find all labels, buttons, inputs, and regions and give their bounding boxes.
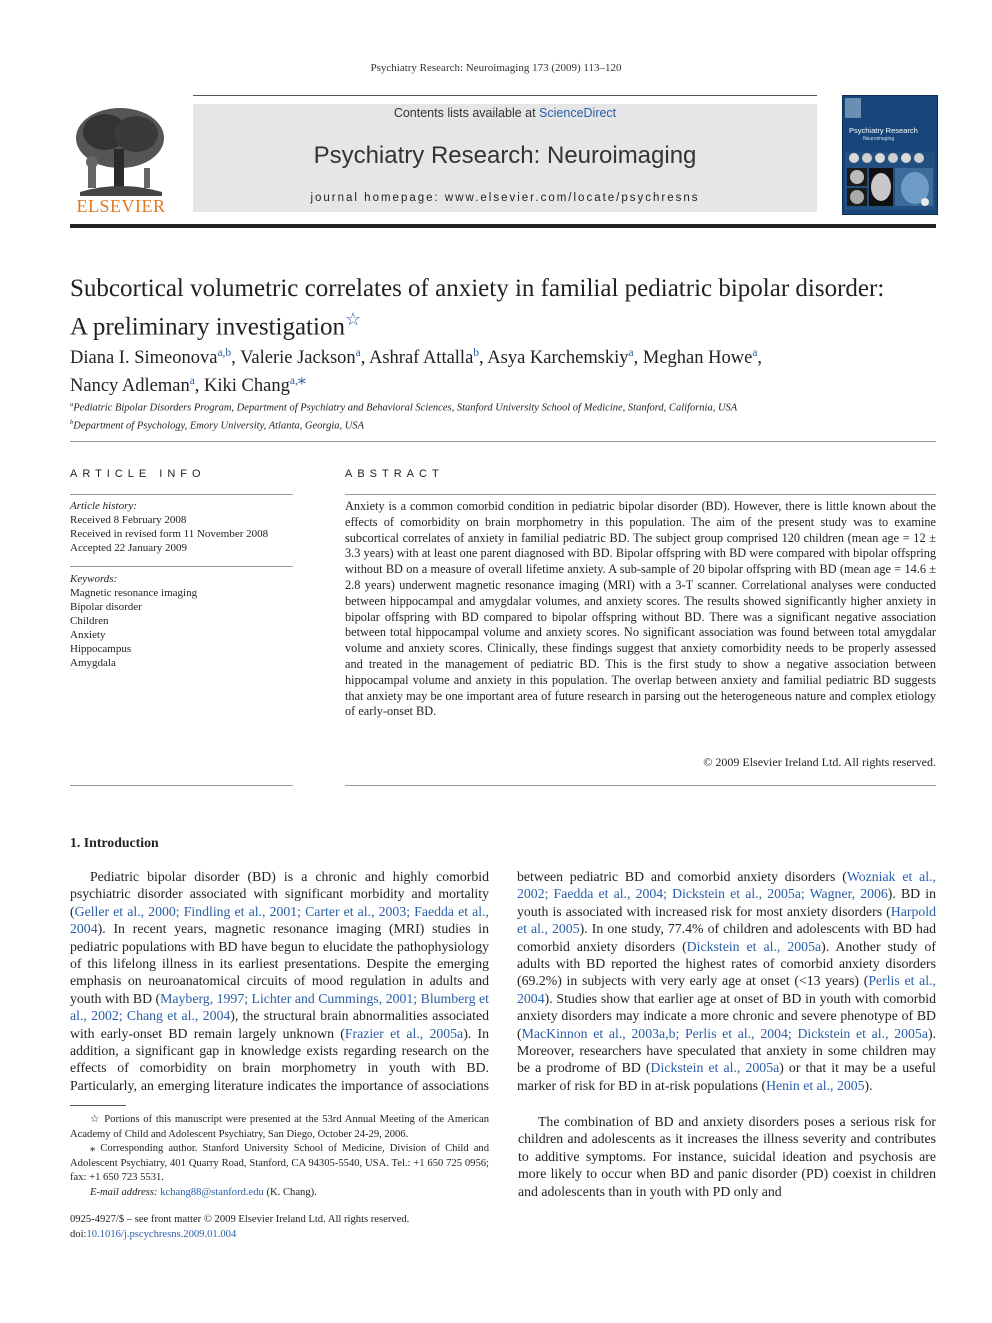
text-run: ) or that it may be a useful marker of risk for BD in at-risk populations (: [517, 1060, 936, 1093]
affiliation-mark: a: [70, 401, 74, 408]
publisher-name: ELSEVIER: [76, 196, 166, 216]
author-sep: ,: [479, 348, 488, 369]
author-name: Ashraf Attalla: [369, 348, 474, 369]
author-sep: ,: [360, 348, 369, 369]
affiliation-text: Pediatric Bipolar Disorders Program, Department of Psychiatry and Behavioral Sciences, Stanford University School of Medicine, Stanford, California, USA: [73, 402, 738, 414]
keyword: Amygdala: [70, 657, 116, 669]
author-affil[interactable]: a,b: [217, 347, 232, 359]
corresponding-author-mark[interactable]: ⁎: [297, 371, 306, 389]
text-run: ), the structural brain abnormalities associated with early-onset BD remain largely unknown (: [70, 1008, 489, 1041]
intro-para-2-text: The combination of BD and anxiety disorders poses a serious risk for children and adolescents as it increases the illness severity and contributes to additive symptoms. For instance, suicidal ideation and psychosis are more likely to occur when BD and panic disorder (PD) coexist in children and adolescents than in youth with PD only and: [518, 1114, 936, 1199]
divider: [70, 566, 293, 567]
author-name: Diana I. Simeonova: [70, 348, 218, 369]
text-run: ). In recent years, magnetic resonance imaging (MRI) studies in pediatric populations with BD have begun to elucidate the pathophysiology of this lifelong illness in its earliest presentations. Despite the emerging emphasis on neuroanatomical circuits of mood regulation in adults and youth with BD (: [70, 921, 489, 1006]
keyword: Magnetic resonance imaging: [70, 587, 198, 599]
abstract-copyright: © 2009 Elsevier Ireland Ltd. All rights reserved.: [703, 755, 936, 769]
doi-label: doi:: [70, 1228, 87, 1240]
email-link[interactable]: kchang88@stanford.edu: [160, 1186, 264, 1198]
keywords: [70, 572, 293, 670]
title-line-2-text: A preliminary investigation: [70, 313, 345, 341]
author-affil[interactable]: b: [473, 347, 480, 359]
footnotes: [70, 1113, 489, 1201]
author-name: Asya Karchemskiy: [487, 348, 629, 369]
citation-link[interactable]: Harpold et al., 2005: [517, 903, 936, 937]
citation-link[interactable]: MacKinnon et al., 2003a,b; Perlis et al., 2004; Dickstein et al., 2005a: [521, 1025, 928, 1041]
history-accepted: Accepted 22 January 2009: [70, 542, 187, 554]
header-thick-rule: [70, 224, 936, 228]
front-matter: [70, 1213, 510, 1242]
author-sep: ,: [633, 348, 643, 369]
text-run: ). Another study of adults with BD reported the highest rates of comorbid anxiety disorders (69.2%) in subjects with very early age at onset (<13 years) (: [517, 938, 936, 989]
divider: [345, 494, 936, 495]
citation-link[interactable]: Frazier et al., 2005a: [344, 1025, 464, 1041]
citation-link[interactable]: Mayberg, 1997; Lichter and Cummings, 2001; Blumberg et al., 2002; Chang et al., 2004: [70, 990, 489, 1024]
text-run: ). In one study, 77.4% of children and adolescents with BD had comorbid anxiety disorders (: [517, 921, 936, 954]
footnote-1-text: Portions of this manuscript were presented at the 53rd Annual Meeting of the American Academy of Child and Adolescent Psychiatry, San Diego, October 24-29, 2006.: [70, 1114, 490, 1140]
intro-para-2: [518, 1113, 936, 1200]
author-name: Meghan Howe: [642, 348, 753, 369]
footnote-star-icon: ☆: [90, 1114, 101, 1125]
keywords-label: Keywords:: [70, 573, 118, 585]
intro-heading: 1. Introduction: [70, 835, 159, 850]
divider: [345, 785, 936, 786]
author-affil[interactable]: a: [752, 347, 758, 359]
article-title: [70, 274, 936, 342]
author-affil[interactable]: a,: [289, 375, 298, 388]
divider: [70, 785, 293, 786]
author-affil[interactable]: a: [628, 347, 634, 359]
author-line-2: [70, 369, 936, 397]
citation-link[interactable]: Dickstein et al., 2005a: [650, 1060, 780, 1076]
intro-para-1: [70, 868, 936, 1100]
author-list: [70, 342, 936, 397]
citation-link[interactable]: Perlis et al., 2004: [517, 973, 937, 1006]
intro-body: [70, 868, 936, 1100]
cover-logo-icon: [845, 98, 861, 118]
title-line-1: Subcortical volumetric correlates of anxiety in familial pediatric bipolar disorder:: [70, 275, 885, 302]
elsevier-logo: [70, 104, 172, 216]
citation-link[interactable]: Geller et al., 2000; Findling et al., 2001; Carter et al., 2003; Faedda et al., 2004: [70, 903, 489, 937]
author-affil[interactable]: a: [355, 347, 361, 359]
abstract-heading: ABSTRACT: [345, 468, 444, 480]
footnote-rule: [70, 1105, 126, 1106]
citation-link[interactable]: Wozniak et al., 2002; Faedda et al., 2004; Dickstein et al., 2005a; Wagner, 2006: [517, 869, 937, 902]
author-affil[interactable]: a: [189, 375, 195, 388]
author-sep: ,: [194, 376, 205, 397]
citation-link[interactable]: Dickstein et al., 2005a: [686, 938, 822, 954]
header-top-rule: [193, 95, 817, 96]
history-received: Received 8 February 2008: [70, 514, 187, 526]
author-line-1: [70, 342, 936, 369]
keyword: Bipolar disorder: [70, 601, 142, 613]
email-suffix: (K. Chang).: [263, 1186, 317, 1198]
author-sep: ,: [231, 348, 241, 369]
keyword: Children: [70, 615, 109, 627]
author-name: Kiki Chang: [204, 376, 290, 397]
sciencedirect-link[interactable]: ScienceDirect: [539, 106, 617, 120]
email-label: E-mail address:: [90, 1186, 158, 1198]
front-matter-text: 0925-4927/$ – see front matter © 2009 Elsevier Ireland Ltd. All rights reserved.: [70, 1214, 410, 1225]
text-run: ). Moreover, researchers have speculated that anxiety in some children may be a prodrome of BD (: [517, 1025, 936, 1076]
text-run: ). In addition, a significant gap in knowledge exists regarding research on the effects of comorbidity on brain morphometry in youth with BD. Particularly, an emerging literature indicates the importance of associations between pediatric BD and comorbid anxiety disorders (: [70, 869, 847, 1093]
text-run: ). Studies show that earlier age at onset of BD in youth with comorbid anxiety disorders may indicate a more chronic and severe phenotype of BD (: [517, 990, 936, 1041]
history-label: Article history:: [70, 500, 137, 512]
keyword: Hippocampus: [70, 643, 132, 655]
title-line-2: [70, 304, 936, 342]
citation-link[interactable]: Henin et al., 2005: [766, 1077, 865, 1093]
text-run: ). BD in youth is associated with increased risk for most anxiety disorders (: [517, 886, 936, 919]
footnote-1: [70, 1113, 489, 1142]
footnote-asterisk-icon: ⁎: [90, 1143, 96, 1155]
footnote-2: [70, 1142, 489, 1186]
affiliation-text: Department of Psychology, Emory University, Atlanta, Georgia, USA: [73, 420, 364, 431]
cover-brain-images: [845, 152, 935, 210]
journal-cover: [842, 95, 938, 215]
affiliation-mark: b: [70, 418, 74, 426]
text-run: Pediatric bipolar disorder (BD) is a chronic and highly comorbid psychiatric disorder associated with significant morbidity and mortality (: [70, 869, 489, 919]
author-sep: ,: [757, 348, 763, 369]
journal-homepage[interactable]: journal homepage: www.elsevier.com/locate/psychresns: [310, 192, 700, 204]
text-run: ).: [864, 1077, 873, 1093]
doi-line: [70, 1228, 510, 1243]
cover-title: Psychiatry Research: [849, 126, 918, 135]
email-line: [70, 1186, 489, 1201]
author-name: Valerie Jackson: [240, 348, 356, 369]
article-info-heading: ARTICLE INFO: [70, 468, 206, 480]
article-history: [70, 499, 293, 555]
cover-subtitle: Neuroimaging: [863, 136, 895, 142]
keyword: Anxiety: [70, 629, 106, 641]
author-name: Nancy Adleman: [70, 376, 190, 397]
history-revised: Received in revised form 11 November 2008: [70, 528, 269, 540]
contents-prefix: Contents lists available at: [393, 106, 540, 120]
affiliation-b: [70, 416, 936, 434]
abstract-text: Anxiety is a common comorbid condition in pediatric bipolar disorder (BD). However, there is little known about the effects of comorbidity on brain morphometry in this population. The aim of the present study was to examine subcortical correlates of anxiety in familial pediatric BD. The subject group comprised 120 children (mean age = 12 ± 3.3 years) with at least one parent diagnosed with BD. Bipolar offspring with BD were compared with bipolar offspring without BD on a measure of overall lifetime anxiety. A sub-sample of 20 bipolar offspring with BD (mean age = 14.6 ± 2.8 years) underwent magnetic resonance imaging (MRI) with a 3-T scanner. Correlational analyses were conducted between hippocampal and amygdalar volumes, and anxiety scores. The results showed significantly higher anxiety in bipolar offspring with BD compared to bipolar offspring without BD. There was a significant negative association between total hippocampal volume and anxiety scores. No significant association was found between total amygdalar volume and anxiety scores. Clinically, these findings suggest that anxiety comorbidity needs to be properly assessed and treated in the management of pediatric BD. This is the first study to show a negative association between hippocampal volume and anxiety in this population. The overlap between anxiety and familial pediatric BD suggests that anxiety may be one important area of future research in parsing out the heterogeneous nature and complex etiology of early-onset BD.: [345, 499, 936, 719]
footnote-2-text: Corresponding author. Stanford University School of Medicine, Division of Child and Adolescent Psychiatry, 401 Quarry Road, Stanford, CA 94305-5540, USA. Tel.: +1 650 725 0956; fax: +1 650 723 5531.: [70, 1143, 489, 1184]
divider: [70, 494, 293, 495]
doi-link[interactable]: 10.1016/j.pscychresns.2009.01.004: [86, 1228, 237, 1240]
contents-line: [193, 106, 817, 120]
journal-title: Psychiatry Research: Neuroimaging: [313, 142, 697, 169]
affiliations: [70, 398, 936, 433]
affiliation-a: [70, 398, 936, 416]
title-footnote-star-icon[interactable]: ☆: [344, 309, 362, 329]
running-head: Psychiatry Research: Neuroimaging 173 (2009) 113–120: [370, 62, 622, 74]
divider: [70, 441, 936, 442]
